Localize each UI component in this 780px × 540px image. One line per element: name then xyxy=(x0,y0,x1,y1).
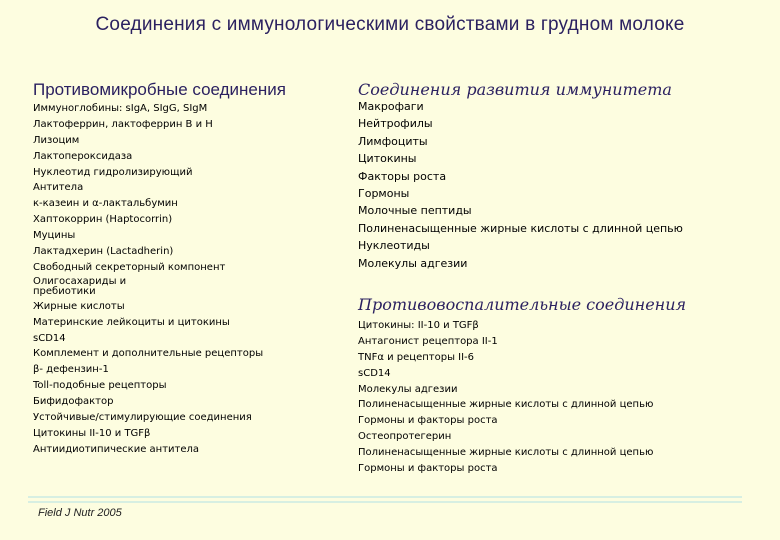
list-item: Муцины xyxy=(33,230,76,242)
list-item: Полиненасыщенные жирные кислоты с длинной цепью xyxy=(358,399,654,411)
list-item: β- дефензин-1 xyxy=(33,364,109,376)
footer-divider xyxy=(28,501,742,503)
slide-title: Соединения с иммунологическими свойствами в грудном молоке xyxy=(95,14,685,35)
list-item: Жирные кислоты xyxy=(33,300,125,312)
list-item: Антагонист рецептора II-1 xyxy=(358,335,498,347)
list-item: Нуклеотид гидролизирующий xyxy=(33,166,193,178)
footer-divider xyxy=(28,496,742,498)
anti-inflammatory-list xyxy=(358,318,758,477)
list-item: Молочные пептиды xyxy=(358,204,472,218)
list-item: sCD14 xyxy=(358,367,391,379)
list-item: Макрофаги xyxy=(358,100,424,113)
list-item: Лактадхерин (Lactadherin) xyxy=(33,246,174,258)
list-item: sCD14 xyxy=(33,332,66,344)
anti-inflammatory-heading: Противовоспалительные соединения xyxy=(358,295,687,314)
antimicrobial-heading: Противомикробные соединения xyxy=(33,80,286,99)
list-item: Олигосахариды и пребиотики xyxy=(33,275,127,298)
list-item: Молекулы адгезии xyxy=(358,256,468,270)
list-item: Молекулы адгезии xyxy=(358,383,458,395)
list-item: Гормоны xyxy=(358,186,410,200)
list-item: Бифидофактор xyxy=(33,396,114,408)
list-item: Лизоцим xyxy=(33,134,80,146)
list-item: Лактоферрин, лактоферрин B и H xyxy=(33,118,213,130)
list-item: Лактопероксидаза xyxy=(33,150,133,162)
list-item: Нуклеотиды xyxy=(358,239,430,253)
list-item: Хаптокоррин (Haptocorrin) xyxy=(33,214,173,226)
list-item: Гормоны и факторы роста xyxy=(358,415,498,427)
list-item: Гормоны и факторы роста xyxy=(358,463,498,475)
list-item: к-казеин и α-лактальбумин xyxy=(33,198,178,210)
list-item: Полиненасыщенные жирные кислоты с длинной цепью xyxy=(358,221,683,235)
list-item: Нейтрофилы xyxy=(358,117,433,131)
immune-development-heading: Соединения развития иммунитета xyxy=(358,80,672,99)
list-item: Факторы роста xyxy=(358,169,447,183)
list-item: Антиидиотипические антитела xyxy=(33,443,200,455)
list-item: Иммуноглобины: sIgA, SIgG, SIgM xyxy=(33,103,208,114)
list-item: Лимфоциты xyxy=(358,134,428,148)
list-item: Комплемент и дополнительные рецепторы xyxy=(33,348,264,360)
list-item: Цитокины xyxy=(358,152,417,166)
list-item: Полиненасыщенные жирные кислоты с длинной цепью xyxy=(358,447,654,459)
source-citation: Field J Nutr 2005 xyxy=(38,507,122,519)
list-item: Устойчивые/стимулирующие соединения xyxy=(33,412,252,424)
immune-development-list xyxy=(358,98,758,272)
list-item: Цитокины: II-10 и TGFβ xyxy=(358,320,479,331)
list-item: Toll-подобные рецепторы xyxy=(33,380,167,392)
list-item: Остеопротегерин xyxy=(358,431,452,443)
antimicrobial-list xyxy=(33,101,343,458)
list-item: Цитокины II-10 и TGFβ xyxy=(33,427,151,439)
list-item: Антитела xyxy=(33,182,84,194)
list-item: Материнские лейкоциты и цитокины xyxy=(33,316,230,328)
list-item: Свободный секреторный компонент xyxy=(33,261,226,273)
list-item: TNFα и рецепторы II-6 xyxy=(358,351,475,363)
